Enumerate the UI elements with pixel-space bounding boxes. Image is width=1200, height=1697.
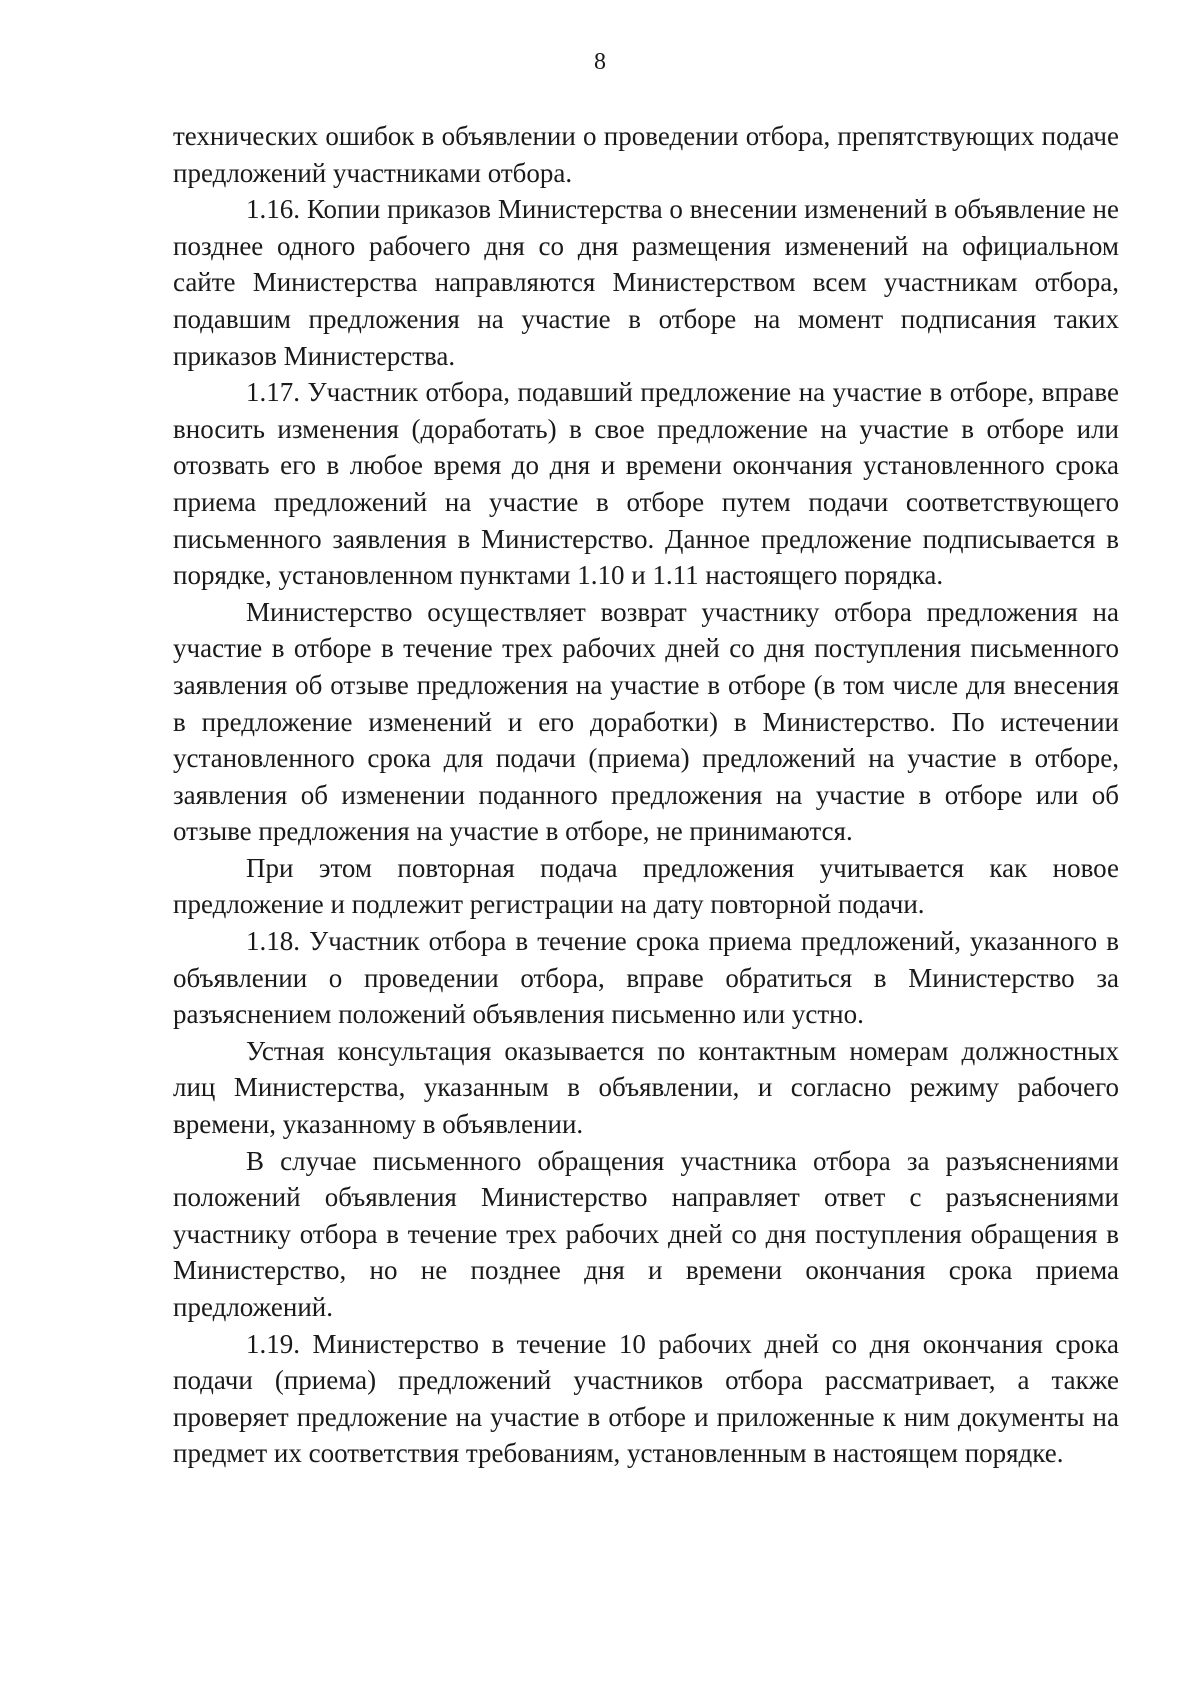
document-body bbox=[173, 118, 1119, 1472]
paragraph-oral-consultation: Устная консультация оказывается по контактным номерам должностных лиц Министерства, указанным в объявлении, и согласно режиму рабочего времени, указанному в объявлении. bbox=[173, 1035, 1119, 1140]
page-number: 8 bbox=[594, 49, 606, 75]
paragraph-1-16: 1.16. Копии приказов Министерства о внесении изменений в объявление не позднее одного рабочего дня со дня размещения изменений на официальном сайте Министерства направляются Министерством всем участникам отбора, подавшим предложения на участие в отборе на момент подписания таких приказов Министерства. bbox=[173, 194, 1119, 371]
paragraph-written-request: В случае письменного обращения участника отбора за разъяснениями положений объявления Министерство направляет ответ с разъяснениями участнику отбора в течение трех рабочих дней со дня поступления обращения в Министерство, но не позднее дня и времени окончания срока приема предложений. bbox=[173, 1145, 1119, 1322]
paragraph-return-proposal: Министерство осуществляет возврат участнику отбора предложения на участие в отборе в течение трех рабочих дней со дня поступления письменного заявления об отзыве предложения на участие в отборе (в том числе для внесения в предложение изменений и его доработки) в Министерство. По истечении установленного срока для подачи (приема) предложений на участие в отборе, заявления об изменении поданного предложения на участие в отборе или об отзыве предложения на участие в отборе, не принимаются. bbox=[173, 596, 1119, 847]
paragraph-1-18: 1.18. Участник отбора в течение срока приема предложений, указанного в объявлении о проведении отбора, вправе обратиться в Министерство за разъяснением положений объявления письменно или устно. bbox=[173, 926, 1119, 1030]
paragraph-1-17: 1.17. Участник отбора, подавший предложение на участие в отборе, вправе вносить изменения (доработать) в свое предложение на участие в отборе или отозвать его в любое время до дня и времени окончания установленного срока приема предложений на участие в отборе путем подачи соответствующего письменного заявления в Министерство. Данное предложение подписывается в порядке, установленном пунктами 1.10 и 1.11 настоящего порядка. bbox=[173, 377, 1119, 591]
paragraph-1-19: 1.19. Министерство в течение 10 рабочих дней со дня окончания срока подачи (приема) предложений участников отбора рассматривает, а также проверяет предложение на участие в отборе и приложенные к ним документы на предмет их соответствия требованиям, установленным в настоящем порядке. bbox=[173, 1328, 1119, 1469]
paragraph-repeat-submission: При этом повторная подача предложения учитывается как новое предложение и подлежит регистрации на дату повторной подачи. bbox=[173, 852, 1119, 920]
paragraph-continuation: технических ошибок в объявлении о проведении отбора, препятствующих подаче предложений участниками отбора. bbox=[173, 121, 1119, 188]
